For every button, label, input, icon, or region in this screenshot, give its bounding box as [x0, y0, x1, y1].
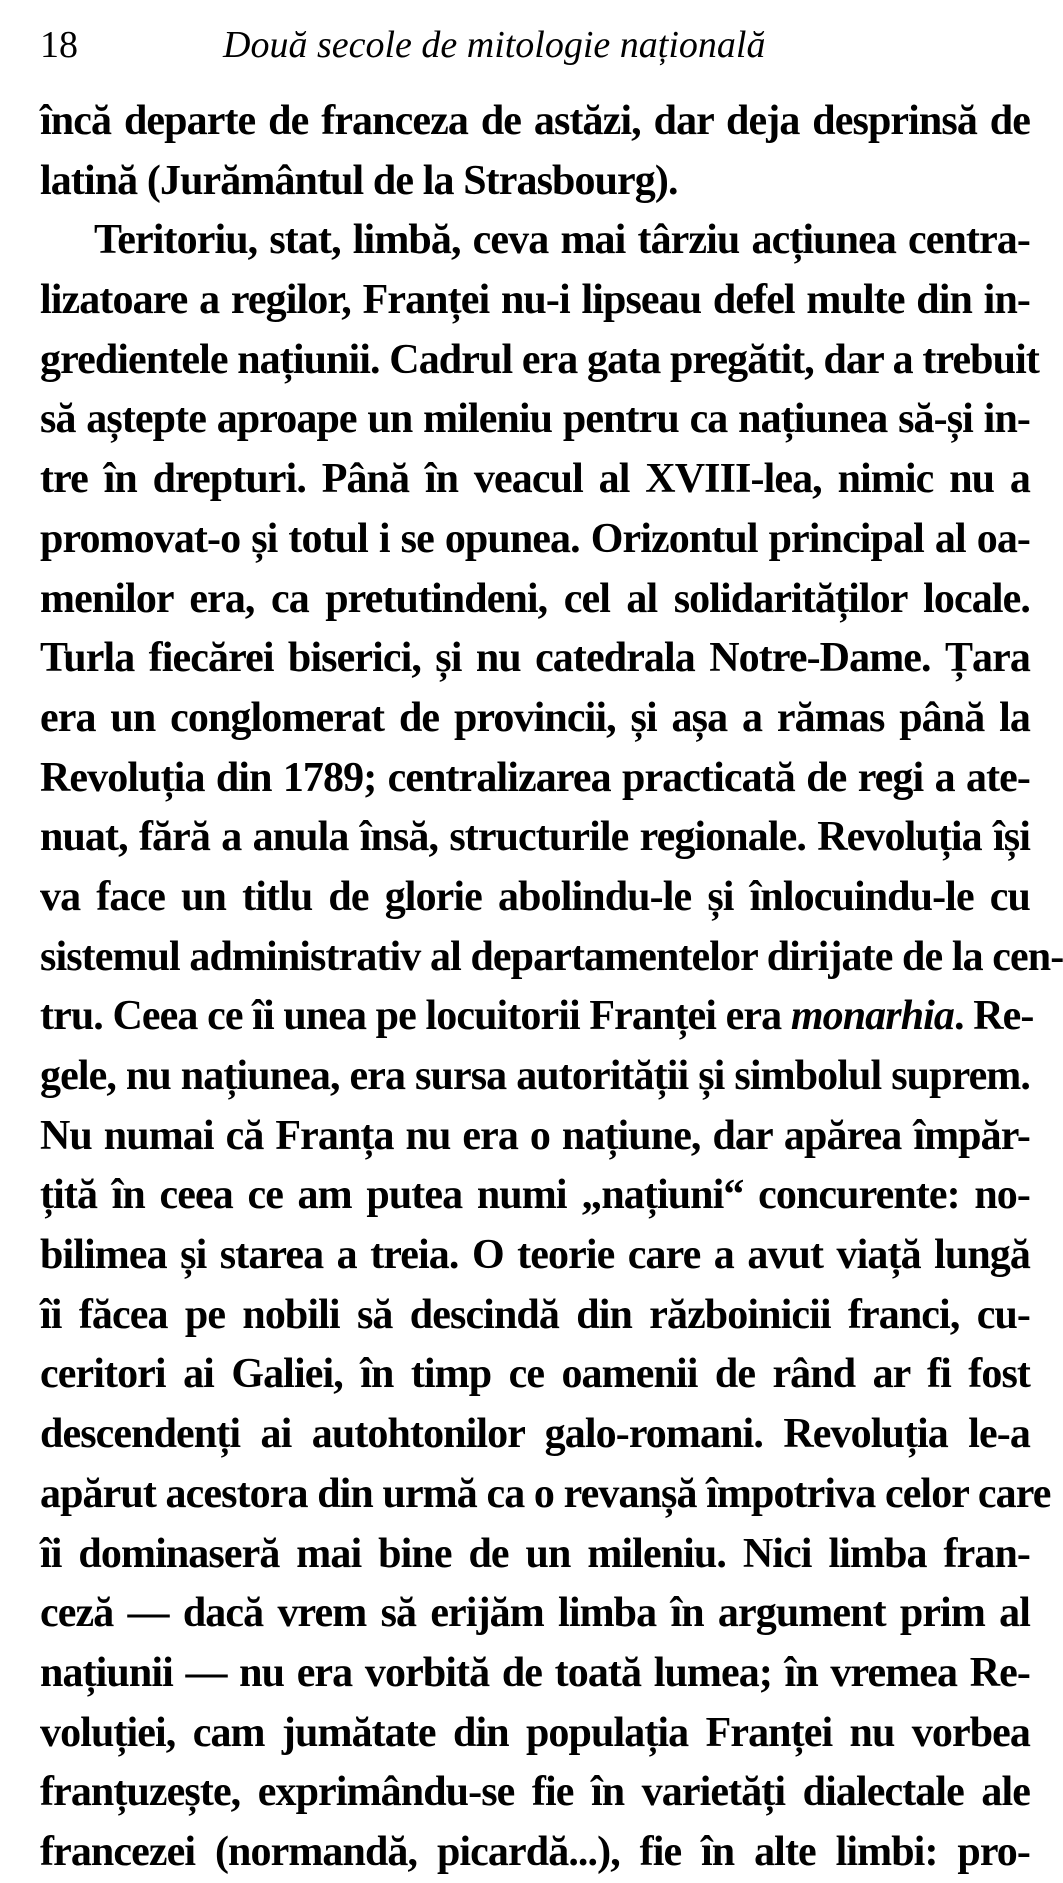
text-line: gele, nu națiunea, era sursa autorității și simbolul suprem. — [40, 1053, 1030, 1099]
body-text — [40, 92, 1063, 1883]
page-number: 18 — [40, 24, 78, 66]
running-title: Două secole de mitologie națională — [223, 24, 766, 66]
text-line: Teritoriu, stat, limbă, ceva mai târziu acțiunea centra- — [94, 217, 1030, 264]
text-line: îi dominaseră mai bine de un mileniu. Nici limba fran- — [40, 1530, 1030, 1577]
text-line: bilimea și starea a treia. O teorie care a avut viață lungă — [40, 1232, 1030, 1279]
text-line: îi făcea pe nobili să descindă din războinicii franci, cu- — [40, 1291, 1030, 1338]
text-line: franțuzește, exprimându-se fie în varietăți dialectale ale — [40, 1769, 1030, 1816]
text-line: descendenți ai autohtonilor galo-romani. Revoluția le-a — [40, 1411, 1030, 1458]
text-line: apărut acestora din urmă ca o revanșă împotriva celor care — [40, 1470, 1051, 1517]
text-segment: tru. Ceea ce îi unea pe locuitorii Franței era — [40, 993, 791, 1040]
text-line: nuat, fără a anula însă, structurile regionale. Revoluția își — [40, 814, 1030, 861]
text-line: va face un titlu de glorie abolindu-le și înlocuindu-le cu — [40, 873, 1030, 920]
text-line: sistemul administrativ al departamentelor dirijate de la cen- — [40, 933, 1063, 980]
text-line: gredientele națiunii. Cadrul era gata pregătit, dar a trebuit — [40, 336, 1039, 383]
text-line: voluției, cam jumătate din populația Franței nu vorbea — [40, 1709, 1030, 1756]
text-line: promovat-o și totul i se opunea. Orizontul principal al oa- — [40, 515, 1030, 562]
text-line: încă departe de franceza de astăzi, dar deja desprinsă de — [40, 98, 1030, 144]
text-line: menilor era, ca pretutindeni, cel al solidarităților locale. — [40, 575, 1030, 622]
text-line: ceritori ai Galiei, în timp ce oamenii de rând ar fi fost — [40, 1351, 1030, 1398]
text-line: lizatoare a regilor, Franței nu-i lipseau defel multe din in- — [40, 277, 1030, 324]
text-line: era un conglomerat de provincii, și așa a rămas până la — [40, 694, 1030, 741]
text-segment: . Re- — [954, 993, 1034, 1040]
text-line: să aștepte aproape un mileniu pentru ca națiunea să-și in- — [40, 396, 1030, 443]
text-line: țită în ceea ce am putea numi „națiuni“ concurente: no- — [40, 1172, 1030, 1219]
emphasis-word: monarhia — [790, 993, 955, 1040]
text-line: Revoluția din 1789; centralizarea practicată de regi a ate- — [40, 754, 1030, 801]
text-line-with-emphasis — [40, 987, 1034, 1047]
text-line: francezei (normandă, picardă...), fie în alte limbi: pro- — [40, 1828, 1030, 1875]
text-line: tre în drepturi. Până în veacul al XVIII-lea, nimic nu a — [40, 456, 1030, 503]
text-line: națiunii — nu era vorbită de toată lumea; în vremea Re- — [40, 1649, 1030, 1696]
text-line: Turla fiecărei biserici, și nu catedrala Notre-Dame. Țara — [40, 635, 1030, 682]
text-line: Nu numai că Franța nu era o națiune, dar apărea împăr- — [40, 1112, 1030, 1159]
text-line: latină (Jurământul de la Strasbourg). — [40, 157, 678, 204]
page-header — [40, 22, 1030, 68]
text-line: ceză — dacă vrem să erijăm limba în argument prim al — [40, 1590, 1030, 1637]
